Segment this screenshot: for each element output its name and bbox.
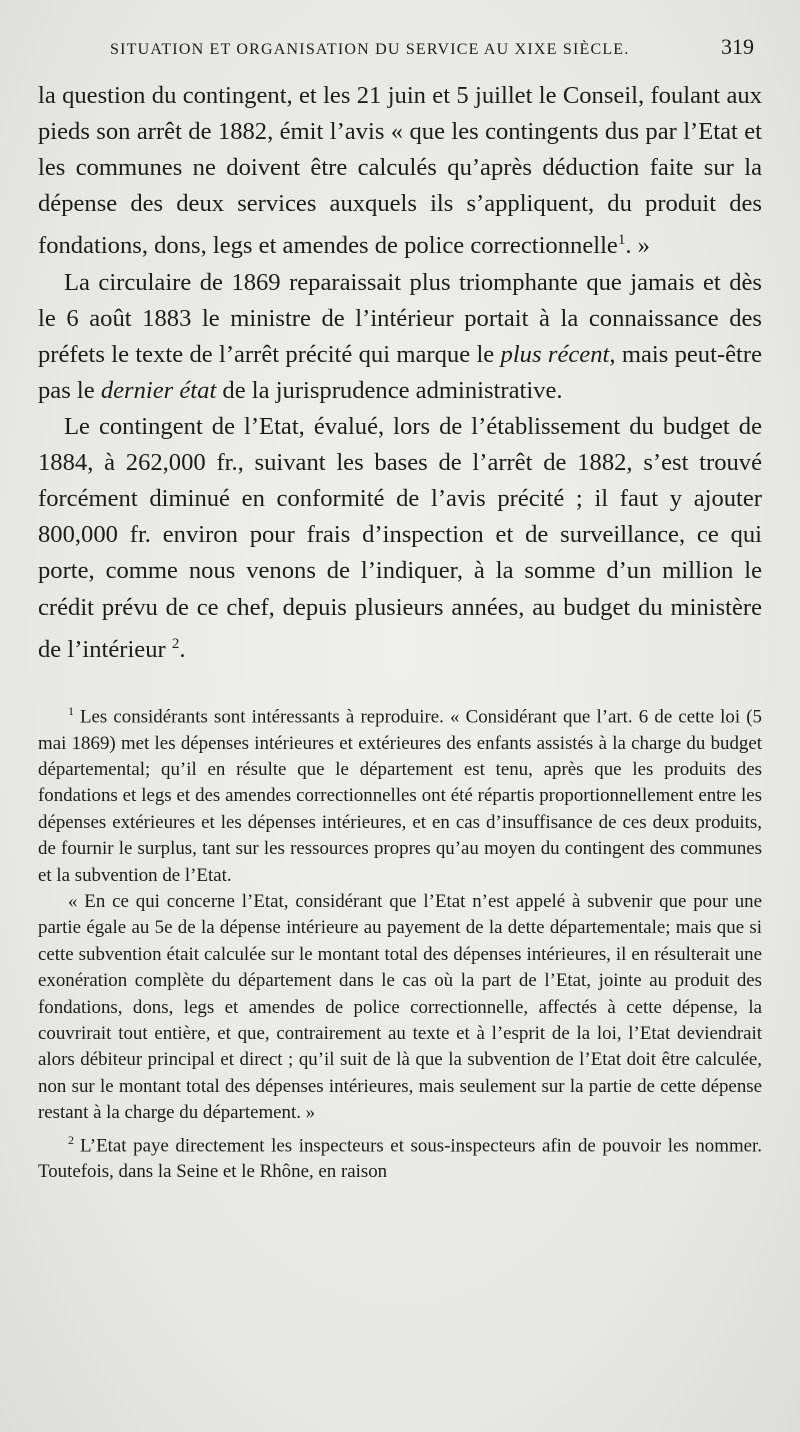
paragraph-1 (38, 78, 762, 265)
page-header (38, 34, 762, 78)
footnote-ref-1: 1 (617, 232, 626, 249)
paragraph-3-text: Le contingent de l’Etat, évalué, lors de l’établissement du budget de 1884, à 262,000 fr., suivant les bases de l’arrêt de 1882, s’est trouvé forcément diminué en conformité de l’avis précité ; il faut y ajouter 800,000 fr. environ pour frais d’inspection et de surveillance, ce qui porte, comme nous venons de l’indiquer, à la somme d’un million le crédit prévu de ce chef, depuis plusieurs années, au budget du ministère de l’intérieur (38, 413, 762, 663)
paragraph-2-middle: mais peut-être pas le (38, 340, 762, 404)
paragraph-3 (38, 409, 762, 668)
footnote-2-mark: 2 (68, 1132, 74, 1147)
page-number: 319 (721, 34, 754, 59)
paragraph-3-end: . (179, 635, 186, 663)
paragraph-2 (38, 265, 762, 409)
paragraph-2-end: de la jurisprudence administrative. (216, 376, 563, 404)
main-text (38, 78, 762, 668)
paragraph-1-text: la question du contingent, et les 21 juin et 5 juillet le Conseil, foulant aux pieds son arrêt de 1882, émit l’avis « que les contingents dus par l’Etat et les communes ne doivent être calculés qu’après déduction faite sur la dépense des deux services auxquels ils s’appliquent, du produit des fondations, dons, legs et amendes de police correctionnelle (38, 82, 762, 260)
running-title: SITUATION ET ORGANISATION DU SERVICE AU XIXE SIÈCLE. (110, 41, 630, 58)
paragraph-1-end: . » (625, 232, 650, 260)
footnotes (38, 698, 762, 1186)
footnote-1 (38, 698, 762, 889)
paragraph-2-italic-2: dernier état (100, 376, 217, 404)
footnote-1-mark: 1 (68, 703, 74, 718)
paragraph-2-start: La circulaire de 1869 reparaissait plus triomphante que jamais et dès le 6 août 1883 le ministre de l’intérieur portait à la connaissance des préfets le texte de l’arrêt précité qui marque le (38, 268, 762, 368)
footnote-2-text: L’Etat paye directement les inspecteurs et sous-inspecteurs afin de pouvoir les nommer. Toutefois, dans la Seine et le Rhône, en raison (38, 1134, 762, 1183)
paragraph-2-italic-1: plus récent, (500, 340, 616, 368)
footnote-2 (38, 1127, 762, 1186)
footnote-1-text: Les considérants sont intéressants à reproduire. « Considérant que l’art. 6 de cette loi (5 mai 1869) met les dépenses intérieures et extérieures des enfants assistés à la charge du budget départemental; qu’il en résulte que le département est tenu, après que les produits des fondations et legs et des amendes correctionnelles ont été répartis proportionnellement entre les dépenses extérieures et les dépenses intérieures, et en cas d’insuffisance de ces deux produits, de fournir le surplus, tant sur les ressources propres qu’au moyen du contingent des communes et la subvention de l’Etat. (38, 706, 762, 886)
footnote-ref-2: 2 (171, 635, 180, 652)
footnote-1-continued: « En ce qui concerne l’Etat, considérant que l’Etat n’est appelé à subvenir que pour une partie égale au 5e de la dépense intérieure au payement de la dette départementale; mais que si cette subvention était calculée sur le montant total des dépenses intérieures, il en résulterait une exonération complète du département dans le cas où la part de l’Etat, jointe au produit des fondations, dons, legs et amendes de police correctionnelle, affectés à cette dépense, la couvrirait tout entière, et que, contrairement au texte et à l’esprit de la loi, l’Etat deviendrait alors débiteur principal et direct ; qu’il suit de là que la subvention de l’Etat doit être calculée, non sur le montant total des dépenses intérieures, mais seulement sur la partie de cette dépense restant à la charge du département. » (38, 891, 762, 1124)
